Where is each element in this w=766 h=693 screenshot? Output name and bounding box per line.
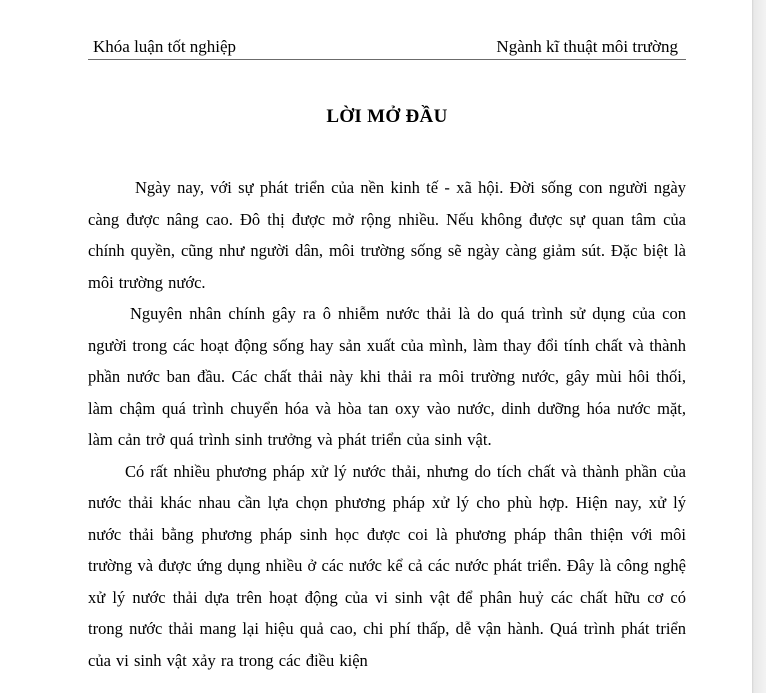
paragraph-1: Ngày nay, với sự phát triển của nền kinh tế - xã hội. Đời sống con người ngày càng được nâng cao. Đô thị được mở rộng nhiều. Nếu không được sự quan tâm của chính quyền, cũng như người dân, môi trường sống sẽ ngày càng giảm sút. Đặc biệt là môi trường nước. (88, 178, 686, 292)
page-shadow (752, 0, 766, 693)
page-title: LỜI MỞ ĐẦU (326, 106, 448, 127)
body-text (88, 172, 686, 676)
page-header (88, 37, 686, 60)
paragraph-2: Nguyên nhân chính gây ra ô nhiễm nước thải là do quá trình sử dụng của con người trong các hoạt động sống hay sản xuất của mình, làm thay đổi tính chất và thành phần nước ban đầu. Các chất thải này khi thải ra môi trường nước, gây mùi hôi thối, làm chậm quá trình chuyển hóa và hòa tan oxy vào nước, dinh dưỡng hóa nước mặt, làm cản trở quá trình sinh trưởng và phát triển của sinh vật. (88, 304, 686, 449)
header-left-text: Khóa luận tốt nghiệp (93, 37, 237, 56)
paragraph-3: Có rất nhiều phương pháp xử lý nước thải, nhưng do tích chất và thành phần của nước thải khác nhau cần lựa chọn phương pháp xử lý cho phù hợp. Hiện nay, xử lý nước thải bằng phương pháp sinh học được coi là phương pháp thân thiện với môi trường và được ứng dụng nhiều ở các nước kể cả các nước phát triển. Đây là công nghệ xử lý nước thải dựa trên hoạt động của vi sinh vật để phân huỷ các chất hữu cơ có trong nước thải mang lại hiệu quả cao, chi phí thấp, dễ vận hành. Quá trình phát triển của vi sinh vật xảy ra trong các điều kiện (88, 461, 686, 670)
header-right-text: Ngành kĩ thuật môi trường (496, 37, 678, 56)
